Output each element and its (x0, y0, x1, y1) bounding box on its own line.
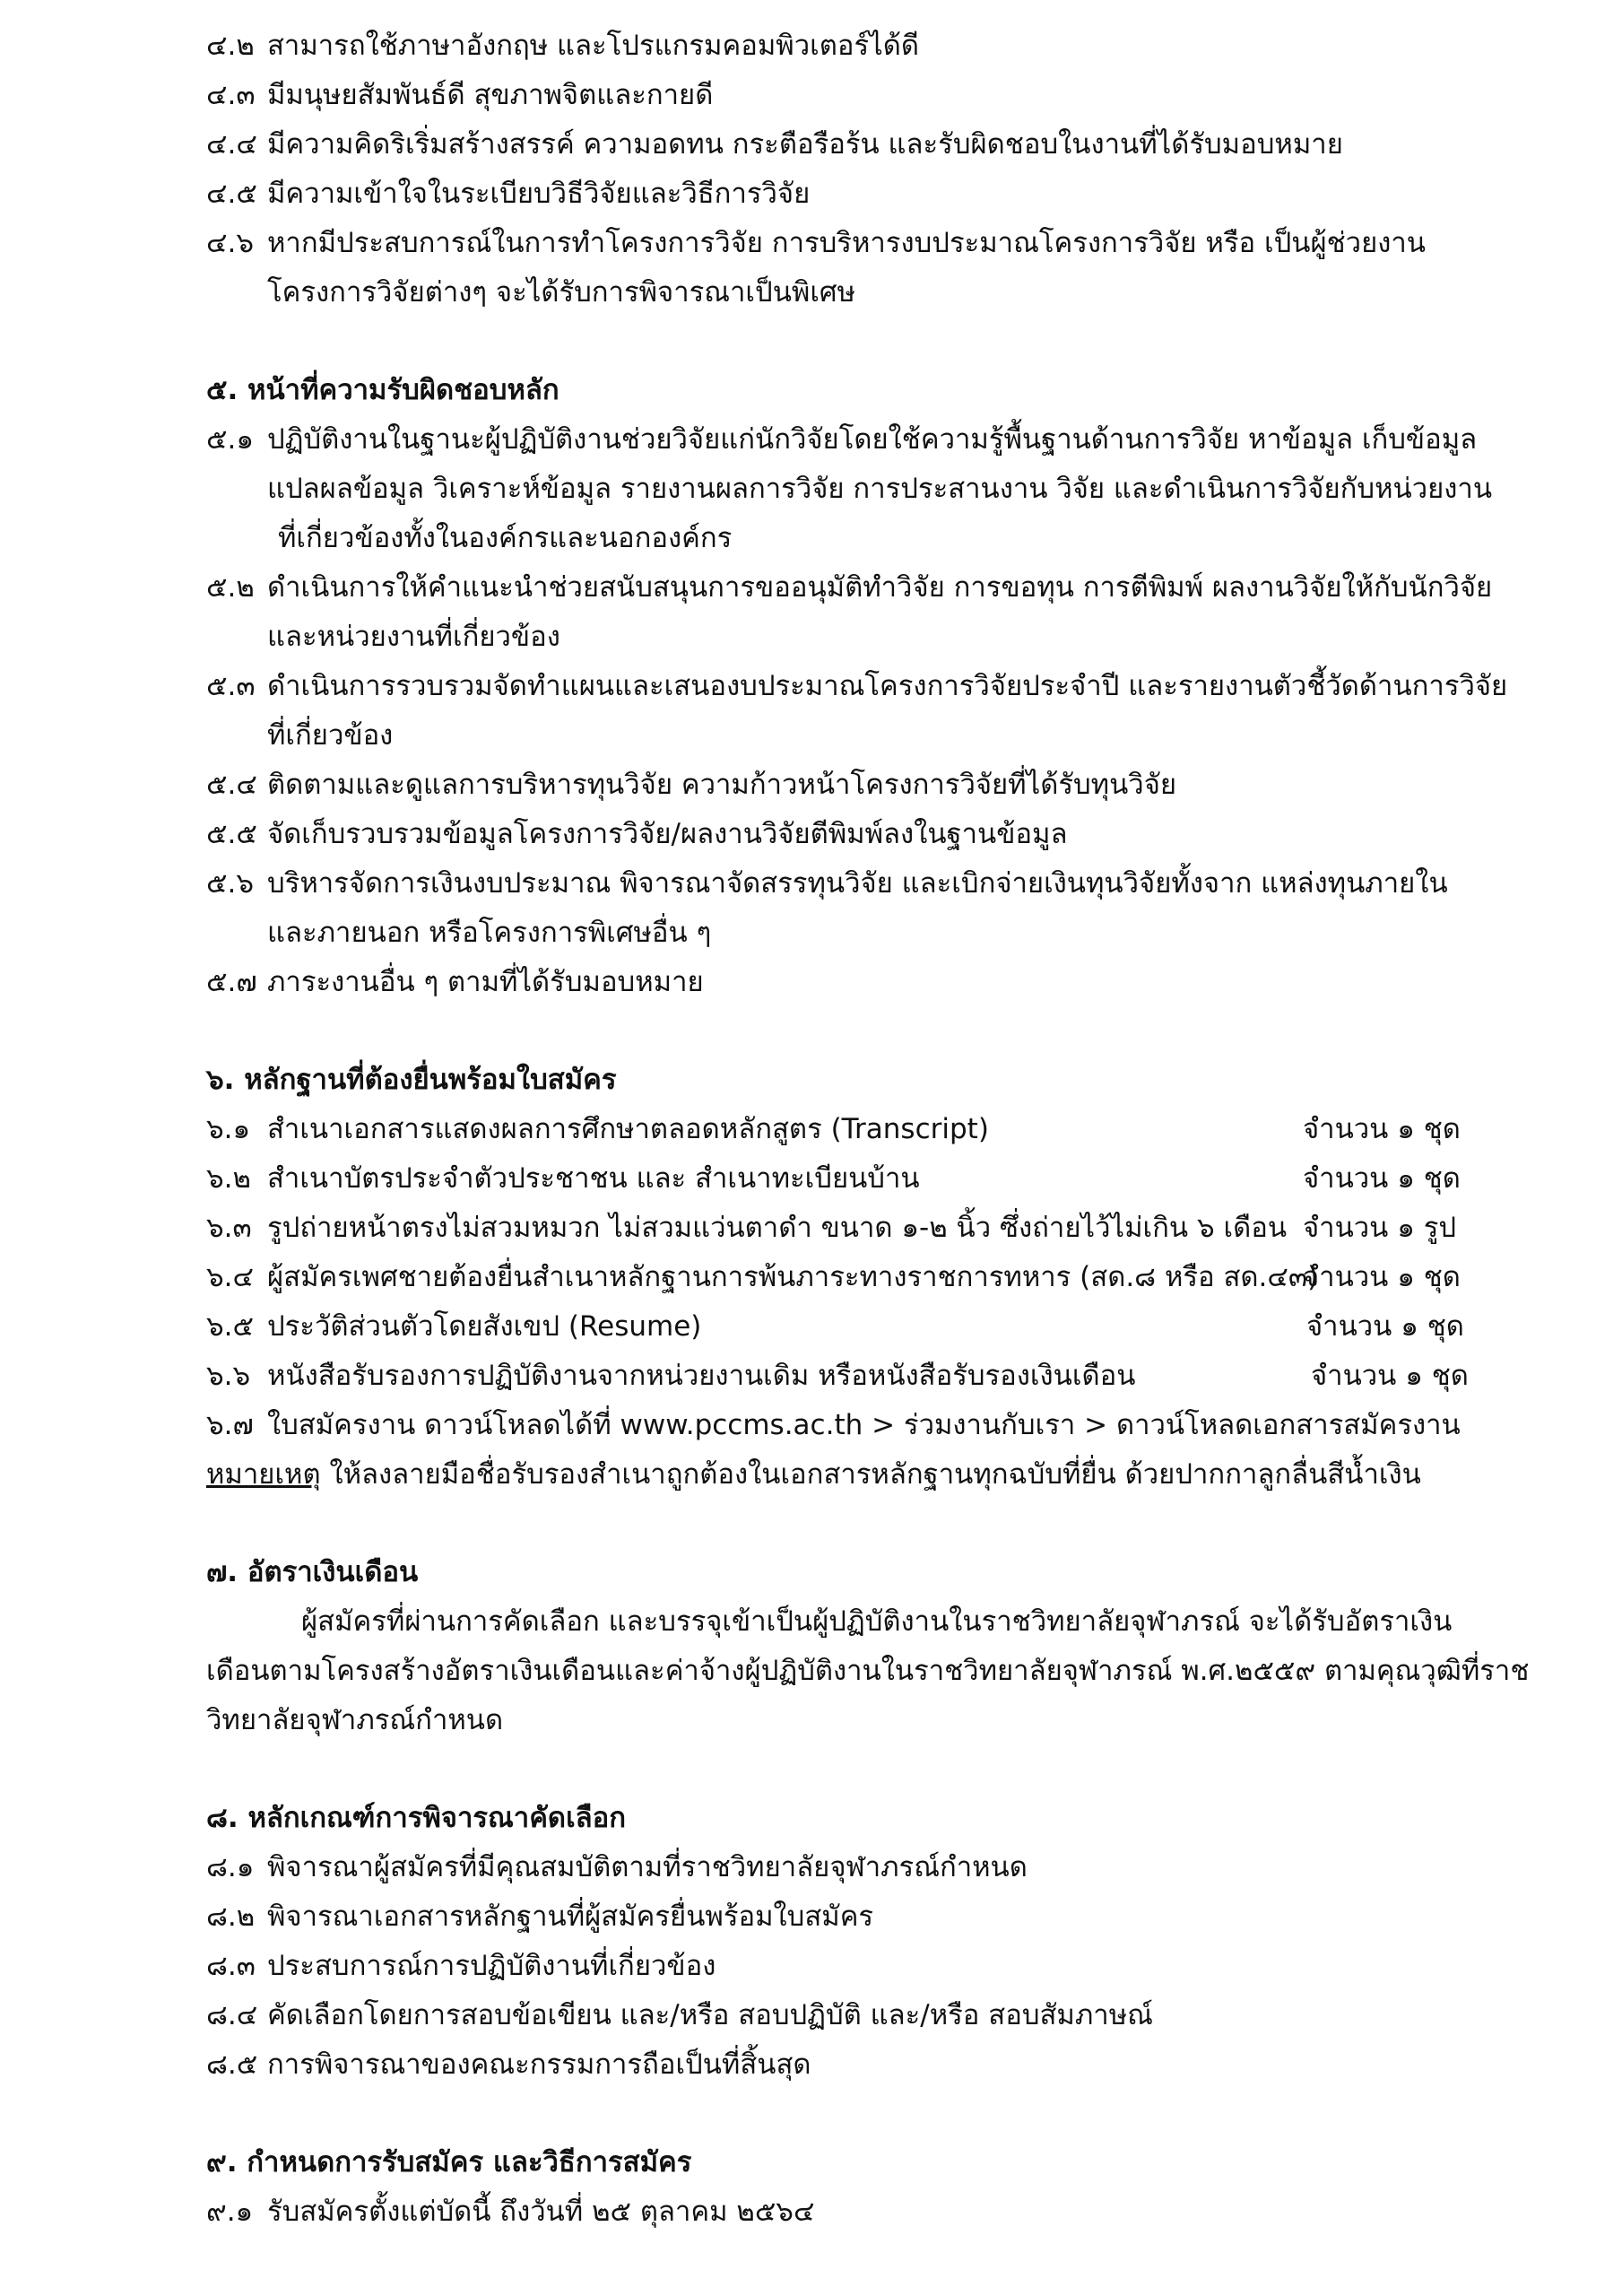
quantity-label: จำนวน ๑ ชุด (1311, 1360, 1469, 1392)
list-item: ๙.๑ รับสมัครตั้งแต่บัดนี้ ถึงวันที่ ๒๕ ตุลาคม ๒๕๖๔ (206, 2196, 815, 2228)
list-item: ๔.๓ มีมนุษยสัมพันธ์ดี สุขภาพจิตและกายดี (206, 79, 714, 111)
list-item: ๕.๕ จัดเก็บรวบรวมข้อมูลโครงการวิจัย/ผลงานวิจัยตีพิมพ์ลงในฐานข้อมูล (206, 818, 1068, 850)
quantity-label: จำนวน ๑ ชุด (1303, 1162, 1461, 1195)
quantity-label: จำนวน ๑ รูป (1303, 1212, 1457, 1244)
list-item-continuation: แปลผลข้อมูล วิเคราะห์ข้อมูล รายงานผลการวิจัย การประสานงาน วิจัย และดำเนินการวิจัยกับหน่วยงาน (267, 473, 1493, 505)
list-item: ๖.๒ สำเนาบัตรประจำตัวประชาชน และ สำเนาทะเบียนบ้าน จำนวน ๑ ชุด (206, 1154, 1497, 1204)
list-item: ๖.๑ สำเนาเอกสารแสดงผลการศึกษาตลอดหลักสูตร (Transcript) จำนวน ๑ ชุด (206, 1105, 1497, 1154)
list-item: ๕.๖ บริหารจัดการเงินงบประมาณ พิจารณาจัดสรรทุนวิจัย และเบิกจ่ายเงินทุนวิจัยทั้งจาก แหล่งทุนภายใน (206, 867, 1448, 900)
quantity-label: จำนวน ๑ ชุด (1306, 1310, 1464, 1343)
section-heading: ๗. อัตราเงินเดือน (206, 1556, 419, 1588)
document-page (206, 22, 1530, 2237)
list-item: ๖.๕ ประวัติส่วนตัวโดยสังเขป (Resume) จำนวน ๑ ชุด (206, 1302, 1497, 1352)
list-item-continuation: โครงการวิจัยต่างๆ จะได้รับการพิจารณาเป็นพิเศษ (267, 276, 856, 309)
quantity-label: จำนวน ๑ ชุด (1303, 1113, 1461, 1145)
paragraph-line: ผู้สมัครที่ผ่านการคัดเลือก และบรรจุเข้าเป็นผู้ปฏิบัติงานในราชวิทยาลัยจุฬาภรณ์ จะได้รับอัตราเงิน (301, 1605, 1453, 1638)
list-item: ๖.๔ ผู้สมัครเพศชายต้องยื่นสำเนาหลักฐานการพ้นภาระทางราชการทหาร (สด.๘ หรือ สด.๔๓) จำนวน ๑ ชุด (206, 1253, 1497, 1302)
list-item: ๘.๕ การพิจารณาของคณะกรรมการถือเป็นที่สิ้นสุด (206, 2048, 811, 2081)
list-item: ๔.๒ สามารถใช้ภาษาอังกฤษ และโปรแกรมคอมพิวเตอร์ได้ดี (206, 30, 919, 62)
list-item: ๕.๗ ภาระงานอื่น ๆ ตามที่ได้รับมอบหมาย (206, 966, 704, 998)
list-item: ๕.๑ ปฏิบัติงานในฐานะผู้ปฏิบัติงานช่วยวิจัยแก่นักวิจัยโดยใช้ความรู้พื้นฐานด้านการวิจัย หาข้อมูล เก็บข้อมูล (206, 423, 1478, 456)
section-heading: ๕. หน้าที่ความรับผิดชอบหลัก (206, 374, 559, 406)
paragraph-line: วิทยาลัยจุฬาภรณ์กำหนด (206, 1704, 504, 1736)
note-text: ให้ลงลายมือชื่อรับรองสำเนาถูกต้องในเอกสารหลักฐานทุกฉบับที่ยื่น ด้วยปากกาลูกลื่นสีน้ำเงิน (320, 1458, 1421, 1491)
list-item: ๖.๓ รูปถ่ายหน้าตรงไม่สวมหมวก ไม่สวมแว่นตาดำ ขนาด ๑-๒ นิ้ว ซึ่งถ่ายไว้ไม่เกิน ๖ เดือน จำนวน ๑ รูป (206, 1204, 1497, 1253)
list-item: ๘.๔ คัดเลือกโดยการสอบข้อเขียน และ/หรือ สอบปฏิบัติ และ/หรือ สอบสัมภาษณ์ (206, 1999, 1153, 2031)
list-item: ๘.๓ ประสบการณ์การปฏิบัติงานที่เกี่ยวข้อง (206, 1950, 716, 1982)
list-item-continuation: และภายนอก หรือโครงการพิเศษอื่น ๆ (267, 917, 712, 949)
list-item: ๕.๓ ดำเนินการรวบรวมจัดทำแผนและเสนองบประมาณโครงการวิจัยประจำปี และรายงานตัวชี้วัดด้านการวิจัย (206, 670, 1508, 702)
list-item-continuation: ที่เกี่ยวข้องทั้งในองค์กรและนอกองค์กร (278, 522, 733, 554)
section-heading: ๘. หลักเกณฑ์การพิจารณาคัดเลือก (206, 1802, 627, 1834)
list-item: ๘.๑ พิจารณาผู้สมัครที่มีคุณสมบัติตามที่ราชวิทยาลัยจุฬาภรณ์กำหนด (206, 1851, 1028, 1883)
quantity-label: จำนวน ๑ ชุด (1303, 1261, 1461, 1293)
note (206, 1450, 1497, 1500)
list-item: ๕.๒ ดำเนินการให้คำแนะนำช่วยสนับสนุนการขออนุมัติทำวิจัย การขอทุน การตีพิมพ์ ผลงานวิจัยให้กับนักวิจัย (206, 571, 1493, 604)
list-item-continuation: ที่เกี่ยวข้อง (267, 719, 394, 752)
list-item: ๘.๒ พิจารณาเอกสารหลักฐานที่ผู้สมัครยื่นพร้อมใบสมัคร (206, 1900, 874, 1933)
list-item: ๖.๖ หนังสือรับรองการปฏิบัติงานจากหน่วยงานเดิม หรือหนังสือรับรองเงินเดือน จำนวน ๑ ชุด (206, 1352, 1497, 1401)
section-heading: ๙. กำหนดการรับสมัคร และวิธีการสมัคร (206, 2146, 692, 2179)
list-item: ๔.๖ หากมีประสบการณ์ในการทำโครงการวิจัย การบริหารงบประมาณโครงการวิจัย หรือ เป็นผู้ช่วยงาน (206, 227, 1426, 259)
list-item: ๔.๕ มีความเข้าใจในระเบียบวิธีวิจัยและวิธีการวิจัย (206, 178, 811, 210)
list-item: ๕.๔ ติดตามและดูแลการบริหารทุนวิจัย ความก้าวหน้าโครงการวิจัยที่ได้รับทุนวิจัย (206, 769, 1177, 801)
paragraph-line: เดือนตามโครงสร้างอัตราเงินเดือนและค่าจ้างผู้ปฏิบัติงานในราชวิทยาลัยจุฬาภรณ์ พ.ศ.๒๕๕๙ ตามคุณวุฒิที่ราช (206, 1655, 1530, 1687)
list-item: ๖.๗ ใบสมัครงาน ดาวน์โหลดได้ที่ www.pccms.ac.th > ร่วมงานกับเรา > ดาวน์โหลดเอกสารสมัครงาน (206, 1409, 1461, 1441)
list-item: ๔.๔ มีความคิดริเริ่มสร้างสรรค์ ความอดทน กระตือรือร้น และรับผิดชอบในงานที่ได้รับมอบหมาย (206, 128, 1343, 161)
section-heading: ๖. หลักฐานที่ต้องยื่นพร้อมใบสมัคร (206, 1064, 617, 1096)
list-item-continuation: และหน่วยงานที่เกี่ยวข้อง (267, 621, 560, 653)
note-label: หมายเหตุ (206, 1458, 321, 1491)
